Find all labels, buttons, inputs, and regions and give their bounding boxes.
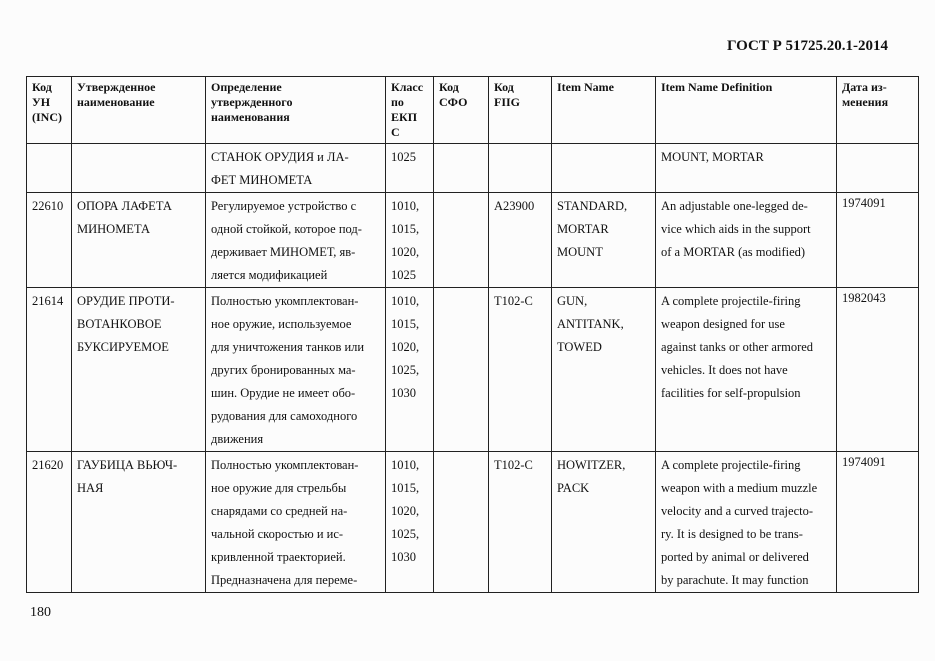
table-header-row bbox=[27, 77, 919, 144]
sfo-code-cell bbox=[434, 193, 489, 288]
ekps-class-line: 1015, bbox=[391, 317, 420, 331]
approved-name-cell bbox=[72, 144, 206, 193]
approved-name-line: НАЯ bbox=[77, 481, 104, 495]
column-header: Код FIIG bbox=[489, 77, 552, 144]
ekps-class-cell bbox=[386, 288, 434, 452]
column-header: Дата из- менения bbox=[837, 77, 919, 144]
definition-line: снарядами со средней на- bbox=[211, 504, 348, 518]
item-name-line: GUN, bbox=[557, 294, 588, 308]
change-date-cell bbox=[837, 144, 919, 193]
approved-name-cell bbox=[72, 193, 206, 288]
definition-line: Полностью укомплектован- bbox=[211, 458, 359, 472]
change-date-cell: 1982043 bbox=[837, 288, 919, 452]
item-name-line: ANTITANK, bbox=[557, 317, 624, 331]
ekps-class-line: 1025 bbox=[391, 150, 416, 164]
sfo-code-cell bbox=[434, 288, 489, 452]
definition-line: ное оружие, используемое bbox=[211, 317, 352, 331]
ekps-class-line: 1025, bbox=[391, 363, 420, 377]
approved-name-line: ГАУБИЦА ВЬЮЧ- bbox=[77, 458, 178, 472]
approved-name-line: ВОТАНКОВОЕ bbox=[77, 317, 162, 331]
item-name-definition-line: weapon with a medium muzzle bbox=[661, 481, 818, 495]
ekps-class-line: 1030 bbox=[391, 386, 416, 400]
item-name-cell bbox=[552, 144, 656, 193]
item-name-definition-cell bbox=[656, 144, 837, 193]
column-header: Код СФО bbox=[434, 77, 489, 144]
ekps-class-line: 1010, bbox=[391, 458, 420, 472]
item-name-definition-line: An adjustable one-legged de- bbox=[661, 199, 808, 213]
item-name-definition-line: ported by animal or delivered bbox=[661, 550, 809, 564]
item-name-cell bbox=[552, 288, 656, 452]
item-name-definition-line: A complete projectile-firing bbox=[661, 458, 801, 472]
approved-name-cell bbox=[72, 288, 206, 452]
table-row bbox=[27, 193, 919, 288]
table-row bbox=[27, 452, 919, 593]
definition-line: одной стойкой, которое под- bbox=[211, 222, 362, 236]
sfo-code-cell bbox=[434, 452, 489, 593]
item-name-line: HOWITZER, bbox=[557, 458, 626, 472]
ekps-class-cell bbox=[386, 452, 434, 593]
fiig-code-cell: T102-C bbox=[489, 452, 552, 593]
definition-line: кривленной траекторией. bbox=[211, 550, 346, 564]
item-name-definition-line: vehicles. It does not have bbox=[661, 363, 788, 377]
ekps-class-line: 1010, bbox=[391, 199, 420, 213]
definition-line: движения bbox=[211, 432, 264, 446]
inc-code-cell: 22610 bbox=[27, 193, 72, 288]
inc-code-cell: 21614 bbox=[27, 288, 72, 452]
ekps-class-cell bbox=[386, 193, 434, 288]
item-name-definition-line: ry. It is designed to be trans- bbox=[661, 527, 803, 541]
table-row bbox=[27, 144, 919, 193]
inc-code-cell: 21620 bbox=[27, 452, 72, 593]
column-header: Item Name bbox=[552, 77, 656, 144]
definition-cell bbox=[206, 193, 386, 288]
ekps-class-line: 1020, bbox=[391, 340, 420, 354]
item-name-definition-line: weapon designed for use bbox=[661, 317, 785, 331]
column-header: Item Name Definition bbox=[656, 77, 837, 144]
item-name-cell bbox=[552, 452, 656, 593]
item-name-definition-line: velocity and a curved trajecto- bbox=[661, 504, 814, 518]
definition-line: ФЕТ МИНОМЕТА bbox=[211, 173, 313, 187]
ekps-class-line: 1015, bbox=[391, 481, 420, 495]
approved-name-line: МИНОМЕТА bbox=[77, 222, 150, 236]
item-name-line: PACK bbox=[557, 481, 590, 495]
definition-line: держивает МИНОМЕТ, яв- bbox=[211, 245, 356, 259]
item-name-line: MOUNT bbox=[557, 245, 603, 259]
definition-line: СТАНОК ОРУДИЯ и ЛА- bbox=[211, 150, 349, 164]
definition-line: других бронированных ма- bbox=[211, 363, 356, 377]
column-header: Утвержденное наименование bbox=[72, 77, 206, 144]
column-header: Класс по ЕКП С bbox=[386, 77, 434, 144]
column-header: Код УН (INC) bbox=[27, 77, 72, 144]
approved-name-line: ОРУДИЕ ПРОТИ- bbox=[77, 294, 175, 308]
definition-cell bbox=[206, 144, 386, 193]
change-date-cell: 1974091 bbox=[837, 193, 919, 288]
item-name-definition-line: by parachute. It may function bbox=[661, 573, 809, 587]
definition-line: чальной скоростью и ис- bbox=[211, 527, 344, 541]
catalog-table bbox=[26, 76, 919, 593]
approved-name-cell bbox=[72, 452, 206, 593]
ekps-class-line: 1015, bbox=[391, 222, 420, 236]
ekps-class-line: 1025 bbox=[391, 268, 416, 282]
sfo-code-cell bbox=[434, 144, 489, 193]
definition-line: Полностью укомплектован- bbox=[211, 294, 359, 308]
item-name-definition-line: against tanks or other armored bbox=[661, 340, 814, 354]
page-number: 180 bbox=[30, 605, 51, 620]
ekps-class-line: 1025, bbox=[391, 527, 420, 541]
item-name-definition-cell bbox=[656, 193, 837, 288]
approved-name-line: БУКСИРУЕМОЕ bbox=[77, 340, 169, 354]
definition-cell bbox=[206, 288, 386, 452]
definition-cell bbox=[206, 452, 386, 593]
item-name-definition-cell bbox=[656, 288, 837, 452]
standard-designation: ГОСТ Р 51725.20.1-2014 bbox=[726, 38, 888, 54]
item-name-line: MORTAR bbox=[557, 222, 609, 236]
ekps-class-cell bbox=[386, 144, 434, 193]
item-name-definition-line: MOUNT, MORTAR bbox=[661, 150, 764, 164]
fiig-code-cell: T102-C bbox=[489, 288, 552, 452]
ekps-class-line: 1030 bbox=[391, 550, 416, 564]
inc-code-cell bbox=[27, 144, 72, 193]
approved-name-line: ОПОРА ЛАФЕТА bbox=[77, 199, 172, 213]
definition-line: ное оружие для стрельбы bbox=[211, 481, 347, 495]
item-name-definition-line: vice which aids in the support bbox=[661, 222, 811, 236]
column-header: Определение утвержденного наименования bbox=[206, 77, 386, 144]
definition-line: ляется модификацией bbox=[211, 268, 328, 282]
item-name-definition-line: A complete projectile-firing bbox=[661, 294, 801, 308]
definition-line: Регулируемое устройство с bbox=[211, 199, 357, 213]
definition-line: для уничтожения танков или bbox=[211, 340, 365, 354]
item-name-definition-cell bbox=[656, 452, 837, 593]
ekps-class-line: 1020, bbox=[391, 245, 420, 259]
ekps-class-line: 1020, bbox=[391, 504, 420, 518]
item-name-definition-line: of a MORTAR (as modified) bbox=[661, 245, 806, 259]
table-row bbox=[27, 288, 919, 452]
item-name-line: STANDARD, bbox=[557, 199, 628, 213]
definition-line: Предназначена для переме- bbox=[211, 573, 358, 587]
definition-line: шин. Орудие не имеет обо- bbox=[211, 386, 356, 400]
fiig-code-cell: A23900 bbox=[489, 193, 552, 288]
item-name-cell bbox=[552, 193, 656, 288]
fiig-code-cell bbox=[489, 144, 552, 193]
definition-line: рудования для самоходного bbox=[211, 409, 358, 423]
item-name-line: TOWED bbox=[557, 340, 602, 354]
ekps-class-line: 1010, bbox=[391, 294, 420, 308]
item-name-definition-line: facilities for self-propulsion bbox=[661, 386, 801, 400]
change-date-cell: 1974091 bbox=[837, 452, 919, 593]
